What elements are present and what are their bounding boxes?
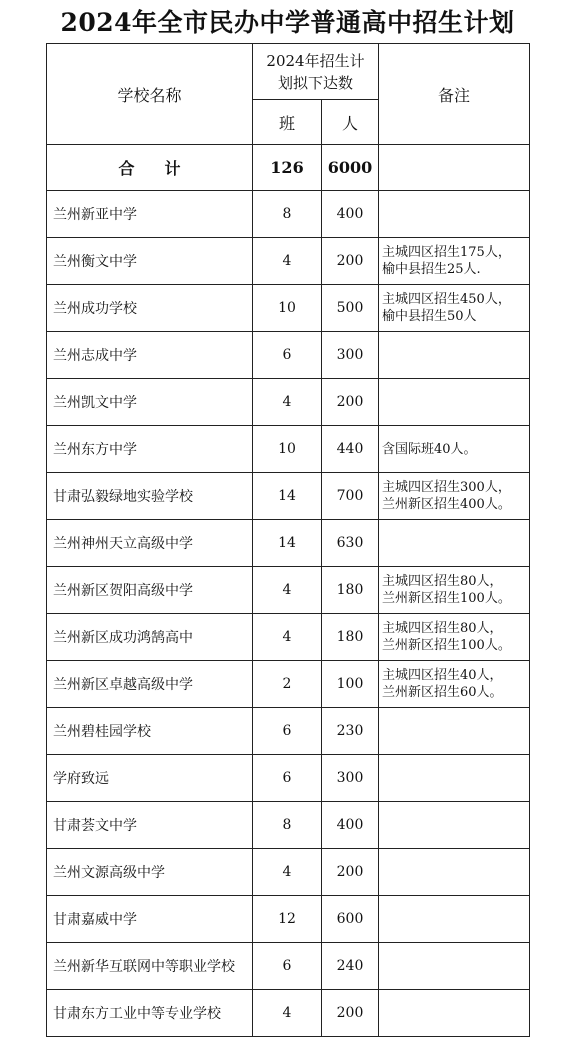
classes-cell: 4 <box>253 990 322 1037</box>
people-cell: 100 <box>322 661 379 708</box>
table-row <box>47 990 530 1037</box>
school-name-cell: 甘肃嘉威中学 <box>47 896 253 943</box>
classes-cell: 6 <box>253 943 322 990</box>
school-name-cell: 兰州凯文中学 <box>47 379 253 426</box>
people-cell: 200 <box>322 849 379 896</box>
classes-cell: 6 <box>253 332 322 379</box>
school-name-cell: 学府致远 <box>47 755 253 802</box>
table-row <box>47 285 530 332</box>
note-line: 榆中县招生25人. <box>382 262 481 277</box>
total-classes: 126 <box>253 145 322 191</box>
classes-cell: 10 <box>253 426 322 473</box>
note-line: 兰州新区招生400人。 <box>382 497 511 512</box>
school-name-cell: 兰州新华互联网中等职业学校 <box>47 943 253 990</box>
note-cell <box>379 849 530 896</box>
table-row <box>47 896 530 943</box>
people-cell: 500 <box>322 285 379 332</box>
enrollment-plan-table <box>46 43 530 1037</box>
note-line: 兰州新区招生100人。 <box>382 591 511 606</box>
note-cell <box>379 285 530 332</box>
people-cell: 300 <box>322 332 379 379</box>
total-row <box>47 145 530 191</box>
people-cell: 400 <box>322 802 379 849</box>
people-cell: 300 <box>322 755 379 802</box>
classes-cell: 4 <box>253 238 322 285</box>
classes-cell: 4 <box>253 379 322 426</box>
classes-cell: 10 <box>253 285 322 332</box>
classes-cell: 4 <box>253 849 322 896</box>
school-name-cell: 兰州成功学校 <box>47 285 253 332</box>
note-line: 主城四区招生80人， <box>382 621 503 636</box>
note-cell <box>379 896 530 943</box>
school-name-cell: 兰州志成中学 <box>47 332 253 379</box>
table-row <box>47 661 530 708</box>
header-plan <box>253 44 379 100</box>
table-row <box>47 191 530 238</box>
people-cell: 630 <box>322 520 379 567</box>
note-cell <box>379 379 530 426</box>
table-row <box>47 332 530 379</box>
table-row <box>47 614 530 661</box>
note-cell <box>379 567 530 614</box>
header-plan-line2: 划拟下达数 <box>277 73 353 92</box>
note-cell <box>379 661 530 708</box>
note-line: 榆中县招生50人 <box>382 309 477 324</box>
header-people: 人 <box>322 100 379 145</box>
classes-cell: 6 <box>253 755 322 802</box>
classes-cell: 4 <box>253 567 322 614</box>
people-cell: 240 <box>322 943 379 990</box>
people-cell: 180 <box>322 567 379 614</box>
table-row <box>47 426 530 473</box>
people-cell: 600 <box>322 896 379 943</box>
page-title: 2024年全市民办中学普通高中招生计划 <box>60 8 515 37</box>
classes-cell: 6 <box>253 708 322 755</box>
school-name-cell: 兰州新区成功鸿鹄高中 <box>47 614 253 661</box>
school-name-cell: 甘肃荟文中学 <box>47 802 253 849</box>
table-row <box>47 567 530 614</box>
note-cell <box>379 802 530 849</box>
classes-cell: 14 <box>253 520 322 567</box>
total-label: 合计 <box>47 145 253 191</box>
school-name-cell: 兰州新区贺阳高级中学 <box>47 567 253 614</box>
table-row <box>47 849 530 896</box>
note-cell <box>379 426 530 473</box>
people-cell: 400 <box>322 191 379 238</box>
note-line: 兰州新区招生60人。 <box>382 685 503 700</box>
school-name-cell: 甘肃东方工业中等专业学校 <box>47 990 253 1037</box>
note-cell <box>379 755 530 802</box>
table-row <box>47 708 530 755</box>
note-cell <box>379 990 530 1037</box>
school-name-cell: 兰州新亚中学 <box>47 191 253 238</box>
classes-cell: 8 <box>253 802 322 849</box>
school-name-cell: 兰州新区卓越高级中学 <box>47 661 253 708</box>
table-row <box>47 473 530 520</box>
note-line: 主城四区招生175人， <box>382 245 511 260</box>
classes-cell: 8 <box>253 191 322 238</box>
school-name-cell: 甘肃弘毅绿地实验学校 <box>47 473 253 520</box>
note-line: 主城四区招生450人， <box>382 292 511 307</box>
classes-cell: 12 <box>253 896 322 943</box>
header-school-name: 学校名称 <box>47 44 253 145</box>
people-cell: 440 <box>322 426 379 473</box>
header-plan-line1: 2024年招生计 <box>266 51 365 70</box>
note-cell <box>379 614 530 661</box>
classes-cell: 14 <box>253 473 322 520</box>
note-line: 主城四区招生300人， <box>382 480 511 495</box>
table-row <box>47 802 530 849</box>
table-row <box>47 238 530 285</box>
table-row <box>47 379 530 426</box>
people-cell: 230 <box>322 708 379 755</box>
people-cell: 200 <box>322 379 379 426</box>
note-line: 主城四区招生80人， <box>382 574 503 589</box>
people-cell: 180 <box>322 614 379 661</box>
header-notes: 备注 <box>379 44 530 145</box>
table-row <box>47 943 530 990</box>
school-name-cell: 兰州东方中学 <box>47 426 253 473</box>
note-cell <box>379 238 530 285</box>
total-people: 6000 <box>322 145 379 191</box>
header-classes: 班 <box>253 100 322 145</box>
note-line: 兰州新区招生100人。 <box>382 638 511 653</box>
table-row <box>47 755 530 802</box>
note-cell <box>379 473 530 520</box>
table-row <box>47 520 530 567</box>
classes-cell: 4 <box>253 614 322 661</box>
note-cell <box>379 520 530 567</box>
note-cell <box>379 708 530 755</box>
school-name-cell: 兰州碧桂园学校 <box>47 708 253 755</box>
note-line: 含国际班40人。 <box>382 441 477 457</box>
school-name-cell: 兰州文源高级中学 <box>47 849 253 896</box>
people-cell: 200 <box>322 990 379 1037</box>
note-cell <box>379 332 530 379</box>
school-name-cell: 兰州神州天立高级中学 <box>47 520 253 567</box>
note-cell <box>379 943 530 990</box>
table-header-row <box>47 44 530 100</box>
people-cell: 200 <box>322 238 379 285</box>
note-cell <box>379 191 530 238</box>
classes-cell: 2 <box>253 661 322 708</box>
total-note <box>379 145 530 191</box>
school-name-cell: 兰州衡文中学 <box>47 238 253 285</box>
note-line: 主城四区招生40人， <box>382 668 503 683</box>
people-cell: 700 <box>322 473 379 520</box>
